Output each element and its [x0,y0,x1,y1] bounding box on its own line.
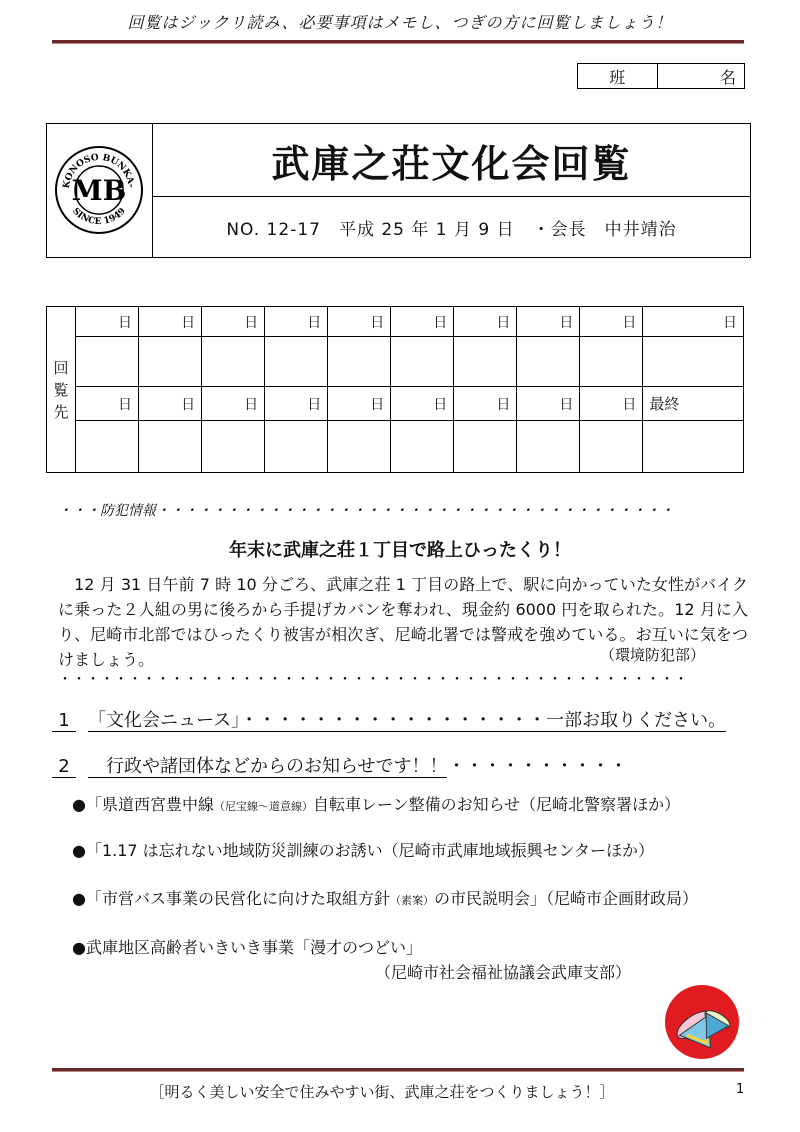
section-2 [52,752,627,778]
spinning-top-illustration [662,982,742,1062]
svg-text:SINCE 1949 [70,206,128,227]
signature-cell[interactable] [454,421,517,473]
day-cell: 日 [139,307,202,337]
header-box [46,123,751,258]
signature-cell[interactable] [202,337,265,387]
crime-headline: 年末に武庫之荘１丁目で路上ひったくり！ [229,540,571,561]
section-number: 2 [52,756,76,778]
day-cell: 日 [454,307,517,337]
day-cell: 日 [517,387,580,421]
signature-cell[interactable] [139,421,202,473]
bottom-rule [52,1068,744,1072]
day-cell: 日 [580,307,643,337]
signature-cell[interactable] [517,337,580,387]
day-cell: 日 [643,307,744,337]
signature-cell[interactable] [454,337,517,387]
day-cell: 日 [391,307,454,337]
section-text: 行政や諸団体などからのお知らせです！！ [88,756,448,777]
logo-ring-top: KONOSO BUNKA- [61,152,136,190]
mb-logo-seal [47,124,152,257]
crime-section-label: ・・・防犯情報・・・・・・・・・・・・・・・・・・・・・・・・・・・・・・・・・・・・・ [58,503,674,519]
section-text: 「文化会ニュース」・・・・・・・・・・・・・・・・・一部お取りください。 [88,710,727,731]
crime-dept: （環境防犯部） [600,646,706,664]
section-1 [52,706,726,732]
signature-cell[interactable] [580,421,643,473]
top-rule [52,40,744,44]
issue-line: NO. 12-17 平成 25 年 1 月 9 日 ・会長 中井靖治 [226,219,677,240]
signature-cell[interactable] [517,421,580,473]
signature-cell[interactable] [328,421,391,473]
signature-cell[interactable] [139,337,202,387]
signature-cell[interactable] [643,337,744,387]
day-cell: 日 [328,307,391,337]
day-cell: 日 [517,307,580,337]
notice-item: ●「県道西宮豊中線（尼宝線～道意線）自転車レーン整備のお知らせ（尼崎北警察署ほか） [72,795,681,814]
signature-cell[interactable] [580,337,643,387]
signature-cell[interactable] [643,421,744,473]
day-cell: 日 [454,387,517,421]
notice-item: ●「市営バス事業の民営化に向けた取組方針（素案）の市民説明会」（尼崎市企画財政局） [72,889,698,908]
name-label: 名 [719,67,736,87]
signature-cell[interactable] [76,421,139,473]
signature-cell[interactable] [265,337,328,387]
signature-cell[interactable] [328,337,391,387]
day-cell: 日 [391,387,454,421]
signature-cell[interactable] [391,337,454,387]
notice-item: ●武庫地区高齢者いきいき事業「漫才のつどい」 [72,938,422,957]
notice-item: ●「1.17 は忘れない地域防災訓練のお誘い（尼崎市武庫地域振興センターほか） [72,841,655,860]
day-cell: 日 [580,387,643,421]
footer-slogan: ［明るく美しい安全で住みやすい街、武庫之荘をつくりましょう！］ [149,1083,615,1101]
final-cell: 最終 [643,387,744,421]
section-number: 1 [52,710,76,732]
logo-letters: MB [71,174,127,207]
page-title: 武庫之荘文化会回覧 [153,124,750,197]
day-cell: 日 [76,387,139,421]
day-cell: 日 [139,387,202,421]
logo-ring-bottom: SINCE 1949 [70,206,128,228]
circulation-table [46,306,744,473]
crime-end-dots: ・・・・・・・・・・・・・・・・・・・・・・・・・・・・・・・・・・・・・・・・・・・・・ [58,672,688,688]
day-cell: 日 [202,387,265,421]
logo-cell [47,124,153,257]
page-number: 1 [736,1082,745,1097]
top-message: 回覧はジックリ読み、必要事項はメモし、つぎの方に回覧しましょう！ [127,13,673,32]
day-cell: 日 [76,307,139,337]
day-cell: 日 [202,307,265,337]
day-cell: 日 [265,307,328,337]
han-name-box [577,63,745,89]
day-cell: 日 [265,387,328,421]
circulation-label: 回 覧 先 [47,307,76,473]
signature-cell[interactable] [76,337,139,387]
signature-cell[interactable] [265,421,328,473]
crime-body: 12 月 31 日午前 7 時 10 分ごろ、武庫之荘 1 丁目の路上で、駅に向かっていた女性がバイクに乗った２人組の男に後ろから手提げカバンを奪われ、現金約 6000 円を取られた。12 月に入り、尼崎市北部ではひったくり被害が相次ぎ、尼崎北署では警戒を強めている。お互いに気をつけましょう。 [58,575,748,669]
day-cell: 日 [328,387,391,421]
han-label: 班 [578,64,658,88]
section-trail: ・・・・・・・・・・ [447,756,628,777]
signature-cell[interactable] [391,421,454,473]
notice-item-org: （尼崎市社会福祉協議会武庫支部） [375,963,632,982]
signature-cell[interactable] [202,421,265,473]
